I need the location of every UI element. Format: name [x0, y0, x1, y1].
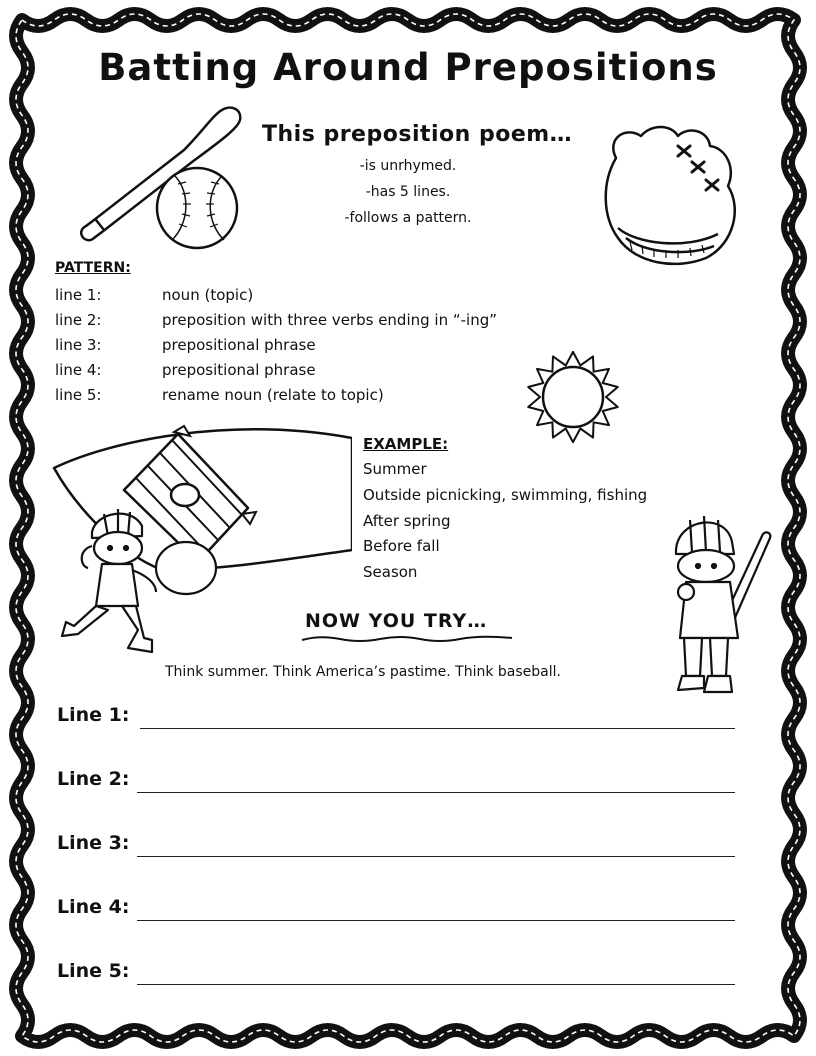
- write-line-1-input[interactable]: [140, 728, 735, 729]
- example-line: After spring: [363, 512, 451, 530]
- intro-point: -has 5 lines.: [365, 184, 451, 200]
- intro-point: -follows a pattern.: [344, 210, 472, 226]
- pattern-row-text: rename noun (relate to topic): [162, 386, 384, 404]
- baseball-field-icon: [52, 420, 352, 670]
- baseball-icon: [157, 168, 237, 248]
- intro-point: -is unrhymed.: [359, 158, 457, 174]
- pattern-row: [55, 286, 555, 306]
- pattern-row-text: prepositional phrase: [162, 336, 316, 354]
- example-line: Season: [363, 563, 418, 581]
- example-line: Before fall: [363, 537, 440, 555]
- pattern-row-label: line 3:: [55, 336, 102, 354]
- pattern-row-label: line 5:: [55, 386, 102, 404]
- pattern-row: [55, 336, 555, 356]
- pattern-row: [55, 311, 555, 331]
- write-line-2-input[interactable]: [137, 792, 735, 793]
- pattern-row-label: line 4:: [55, 361, 102, 379]
- pattern-row-label: line 2:: [55, 311, 102, 329]
- example-line: Outside picnicking, swimming, fishing: [363, 486, 648, 504]
- baseball-glove-icon: [596, 118, 746, 278]
- pattern-heading: PATTERN:: [55, 260, 131, 276]
- write-line-3-input[interactable]: [137, 856, 735, 857]
- pattern-row-text: preposition with three verbs ending in “-ing”: [162, 311, 498, 329]
- example-line: Summer: [363, 460, 427, 478]
- intro-heading: This preposition poem…: [262, 122, 573, 147]
- sun-icon: [512, 350, 634, 444]
- wavy-underline: [300, 634, 515, 644]
- pattern-row: [55, 386, 555, 406]
- prompt-text: Think summer. Think America’s pastime. Think baseball.: [165, 664, 561, 680]
- now-you-try-heading: NOW YOU TRY…: [305, 610, 488, 632]
- write-line-4-input[interactable]: [137, 920, 735, 921]
- page-title: Batting Around Prepositions: [98, 46, 718, 89]
- write-line-label: Line 3:: [57, 832, 130, 854]
- boy-batter-icon: [664, 508, 774, 712]
- pattern-row-label: line 1:: [55, 286, 102, 304]
- write-line-label: Line 4:: [57, 896, 130, 918]
- pattern-row-text: noun (topic): [162, 286, 254, 304]
- write-line-label: Line 5:: [57, 960, 130, 982]
- write-line-label: Line 2:: [57, 768, 130, 790]
- write-line-label: Line 1:: [57, 704, 130, 726]
- baseball-bat-icon: [72, 100, 252, 260]
- pattern-row-text: prepositional phrase: [162, 361, 316, 379]
- write-line-5-input[interactable]: [137, 984, 735, 985]
- pattern-row: [55, 361, 555, 381]
- example-heading: EXAMPLE:: [363, 435, 449, 453]
